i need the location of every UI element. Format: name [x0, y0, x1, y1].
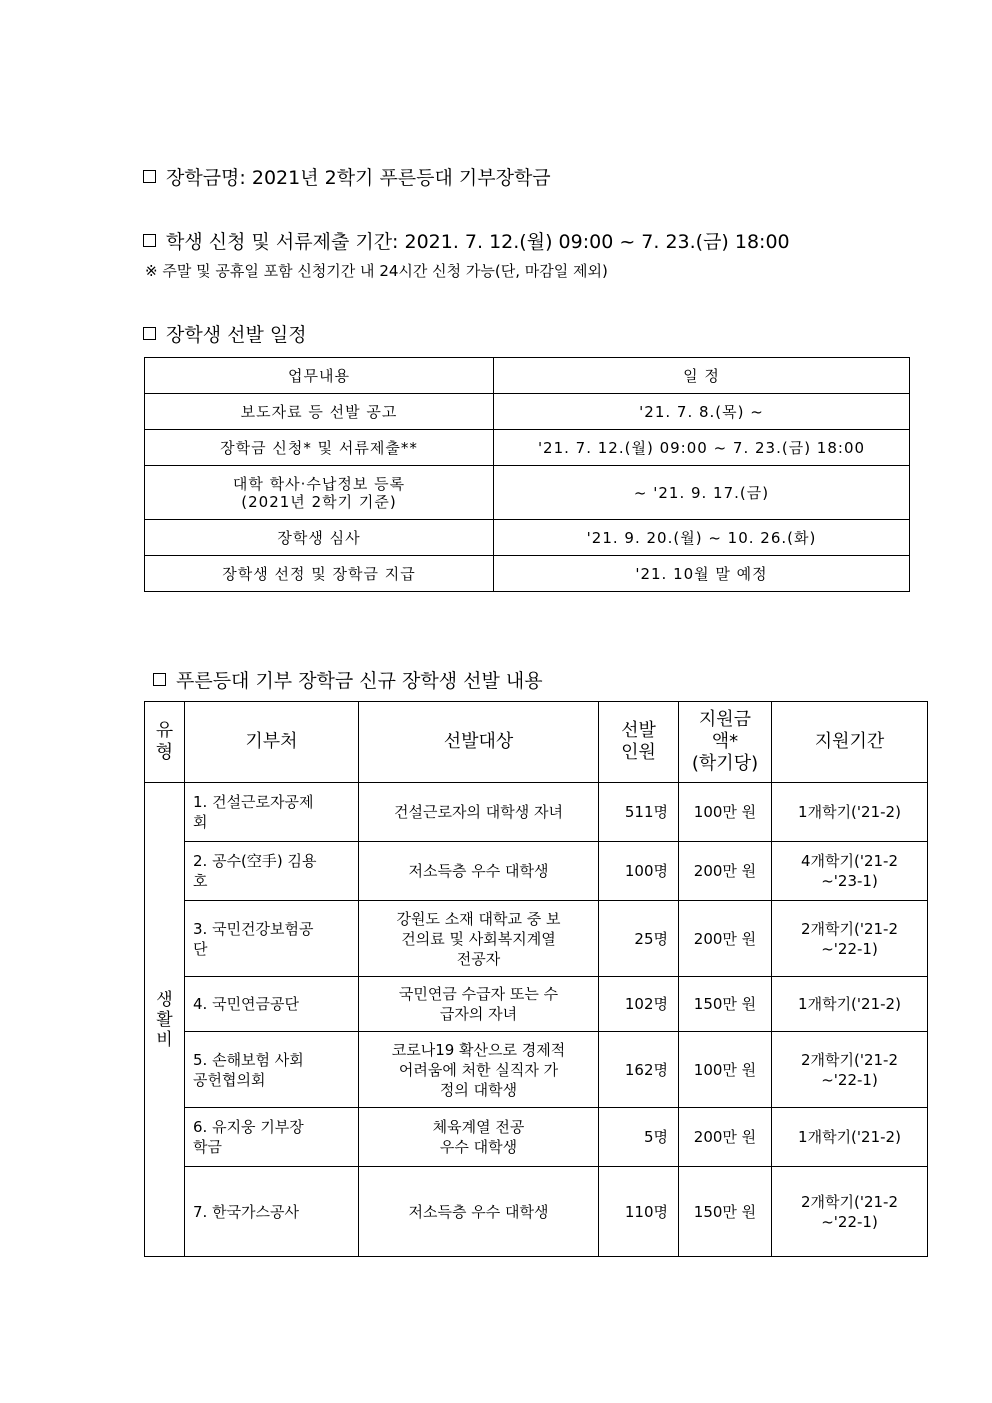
- table-row: [145, 520, 910, 556]
- task-cell: 장학금 신청* 및 서류제출**: [145, 430, 494, 466]
- donor-cell: 3. 국민건강보험공 단: [185, 901, 359, 977]
- table-row: [145, 394, 910, 430]
- recipients-heading: [153, 666, 543, 693]
- recipients-table: [144, 701, 928, 1257]
- date-cell: '21. 9. 20.(월) ~ 10. 26.(화): [494, 520, 910, 556]
- period-cell: 2개학기('21-2 ~'22-1): [772, 1167, 928, 1257]
- target-cell: 체육계열 전공 우수 대학생: [359, 1108, 599, 1167]
- table-row: [145, 783, 928, 842]
- target-cell: 저소득층 우수 대학생: [359, 1167, 599, 1257]
- count-cell: 511명: [599, 783, 679, 842]
- donor-cell: 4. 국민연금공단: [185, 977, 359, 1032]
- header-type: 유 형: [145, 702, 185, 783]
- task-cell: 보도자료 등 선발 공고: [145, 394, 494, 430]
- header-task: 업무내용: [145, 358, 494, 394]
- amount-cell: 100만 원: [679, 1032, 772, 1108]
- count-cell: 25명: [599, 901, 679, 977]
- count-cell: 100명: [599, 842, 679, 901]
- table-row: [145, 1032, 928, 1108]
- table-header-row: [145, 702, 928, 783]
- donor-cell: 2. 공수(空手) 김용 호: [185, 842, 359, 901]
- target-cell: 저소득층 우수 대학생: [359, 842, 599, 901]
- table-row: [145, 977, 928, 1032]
- header-date: 일 정: [494, 358, 910, 394]
- header-count: 선발 인원: [599, 702, 679, 783]
- checkbox-square-icon: [143, 170, 156, 183]
- type-cell: 생 활 비: [145, 783, 185, 1257]
- task-line-1: 대학 학사·수납정보 등록: [232, 474, 406, 493]
- header-amount: 지원금 액* (학기당): [679, 702, 772, 783]
- date-cell: '21. 7. 12.(월) 09:00 ~ 7. 23.(금) 18:00: [494, 430, 910, 466]
- schedule-heading: [143, 320, 307, 347]
- target-cell: 강원도 소재 대학교 중 보 건의료 및 사회복지계열 전공자: [359, 901, 599, 977]
- period-cell: 1개학기('21-2): [772, 1108, 928, 1167]
- header-donor: 기부처: [185, 702, 359, 783]
- period-cell: 1개학기('21-2): [772, 783, 928, 842]
- period-cell: 2개학기('21-2 ~'22-1): [772, 1032, 928, 1108]
- donor-cell: 6. 유지웅 기부장 학금: [185, 1108, 359, 1167]
- amount-cell: 100만 원: [679, 783, 772, 842]
- task-line-2: (2021년 2학기 기준): [241, 492, 397, 511]
- schedule-table: [144, 357, 910, 592]
- amount-cell: 200만 원: [679, 842, 772, 901]
- table-row: [145, 430, 910, 466]
- donor-cell: 5. 손해보험 사회 공헌협의회: [185, 1032, 359, 1108]
- date-cell: '21. 10월 말 예정: [494, 556, 910, 592]
- count-cell: 102명: [599, 977, 679, 1032]
- table-row: [145, 556, 910, 592]
- count-cell: 5명: [599, 1108, 679, 1167]
- donor-cell: 1. 건설근로자공제 회: [185, 783, 359, 842]
- donor-cell: 7. 한국가스공사: [185, 1167, 359, 1257]
- date-cell: '21. 7. 8.(목) ~: [494, 394, 910, 430]
- table-row: [145, 842, 928, 901]
- period-cell: 1개학기('21-2): [772, 977, 928, 1032]
- checkbox-square-icon: [143, 327, 156, 340]
- task-cell: [145, 466, 494, 520]
- target-cell: 국민연금 수급자 또는 수 급자의 자녀: [359, 977, 599, 1032]
- table-row: [145, 901, 928, 977]
- scholarship-name-text: 장학금명: 2021년 2학기 푸른등대 기부장학금: [166, 167, 551, 189]
- amount-cell: 200만 원: [679, 1108, 772, 1167]
- checkbox-square-icon: [153, 673, 166, 686]
- application-period-heading: [143, 227, 790, 254]
- scholarship-name-heading: [143, 163, 551, 190]
- period-cell: 2개학기('21-2 ~'22-1): [772, 901, 928, 977]
- amount-cell: 150만 원: [679, 977, 772, 1032]
- period-cell: 4개학기('21-2 ~'23-1): [772, 842, 928, 901]
- amount-cell: 150만 원: [679, 1167, 772, 1257]
- recipients-heading-text: 푸른등대 기부 장학금 신규 장학생 선발 내용: [176, 670, 543, 692]
- table-row: [145, 1108, 928, 1167]
- task-cell: 장학생 선정 및 장학금 지급: [145, 556, 494, 592]
- header-period: 지원기간: [772, 702, 928, 783]
- application-period-text: 학생 신청 및 서류제출 기간: 2021. 7. 12.(월) 09:00 ~ 7. 23.(금) 18:00: [166, 231, 790, 253]
- date-cell: ~ '21. 9. 17.(금): [494, 466, 910, 520]
- table-header-row: [145, 358, 910, 394]
- application-note: ※ 주말 및 공휴일 포함 신청기간 내 24시간 신청 가능(단, 마감일 제외): [145, 262, 608, 280]
- table-row: [145, 466, 910, 520]
- count-cell: 162명: [599, 1032, 679, 1108]
- amount-cell: 200만 원: [679, 901, 772, 977]
- task-cell: 장학생 심사: [145, 520, 494, 556]
- checkbox-square-icon: [143, 234, 156, 247]
- count-cell: 110명: [599, 1167, 679, 1257]
- header-target: 선발대상: [359, 702, 599, 783]
- schedule-heading-text: 장학생 선발 일정: [166, 324, 307, 346]
- target-cell: 코로나19 확산으로 경제적 어려움에 처한 실직자 가 정의 대학생: [359, 1032, 599, 1108]
- target-cell: 건설근로자의 대학생 자녀: [359, 783, 599, 842]
- table-row: [145, 1167, 928, 1257]
